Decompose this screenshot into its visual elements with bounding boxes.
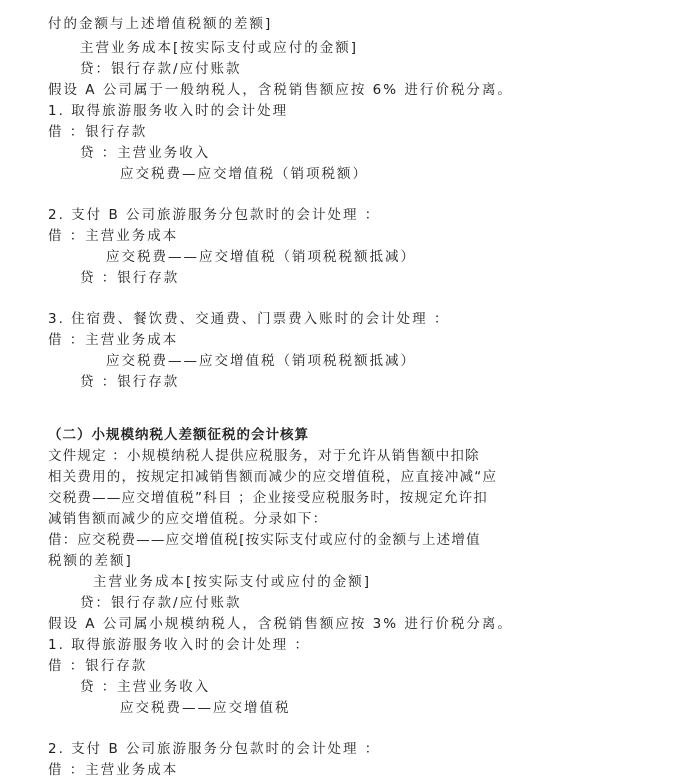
text-line: 减销售额而减少的应交增值税。分录如下：	[48, 511, 328, 527]
text-line: 1. 取得旅游服务收入时的会计处理	[48, 103, 289, 119]
text-line: 贷：银行存款/应付账款	[80, 595, 242, 611]
text-line: 3. 住宿费、餐饮费、交通费、门票费入账时的会计处理 ：	[48, 311, 450, 327]
text-line: 主营业务成本[按实际支付或应付的金额]	[80, 40, 359, 56]
text-line: 贷：银行存款/应付账款	[80, 61, 242, 77]
text-line: 1. 取得旅游服务收入时的会计处理 ：	[48, 637, 310, 653]
text-line: 假设 A 公司属于一般纳税人，含税销售额应按 6% 进行价税分离。	[48, 82, 513, 98]
section-heading: （二）小规模纳税人差额征税的会计核算	[48, 427, 309, 443]
text-line: 主营业务成本[按实际支付或应付的金额]	[93, 574, 372, 590]
text-line: 借 ：主营业务成本	[48, 762, 179, 778]
text-line: 贷 ：主营业务收入	[80, 679, 211, 695]
text-line: 借 ：主营业务成本	[48, 228, 179, 244]
text-line: 贷 ：银行存款	[80, 374, 180, 390]
text-line: 应交税费——应交增值税（销项税税额抵减）	[106, 353, 416, 369]
text-line: 贷 ：主营业务收入	[80, 145, 211, 161]
text-line: 借 ：银行存款	[48, 658, 148, 674]
text-line: 交税费——应交增值税”科目 ；企业接受应税服务时，按规定允许扣	[48, 490, 488, 506]
text-line: 应交税费—应交增值税（销项税额）	[120, 166, 368, 182]
text-line: 借 ：银行存款	[48, 124, 148, 140]
text-line: 借 ：主营业务成本	[48, 332, 179, 348]
text-line: 文件规定 ：小规模纳税人提供应税服务，对于允许从销售额中扣除	[48, 448, 480, 464]
text-line: 付的金额与上述增值税额的差额]	[48, 16, 273, 32]
text-line: 2. 支付 B 公司旅游服务分包款时的会计处理 ：	[48, 207, 381, 223]
text-line: 2. 支付 B 公司旅游服务分包款时的会计处理 ：	[48, 741, 381, 757]
text-line: 贷 ：银行存款	[80, 270, 180, 286]
text-line: 假设 A 公司属小规模纳税人，含税销售额应按 3% 进行价税分离。	[48, 616, 513, 632]
text-line: 相关费用的，按规定扣减销售额而减少的应交增值税，应直接冲减“应	[48, 469, 498, 485]
text-line: 税额的差额]	[48, 553, 133, 569]
text-line: 应交税费——应交增值税	[120, 700, 291, 716]
text-line: 借：应交税费——应交增值税[按实际支付或应付的金额与上述增值	[48, 532, 481, 548]
text-line: 应交税费——应交增值税（销项税税额抵减）	[106, 249, 416, 265]
